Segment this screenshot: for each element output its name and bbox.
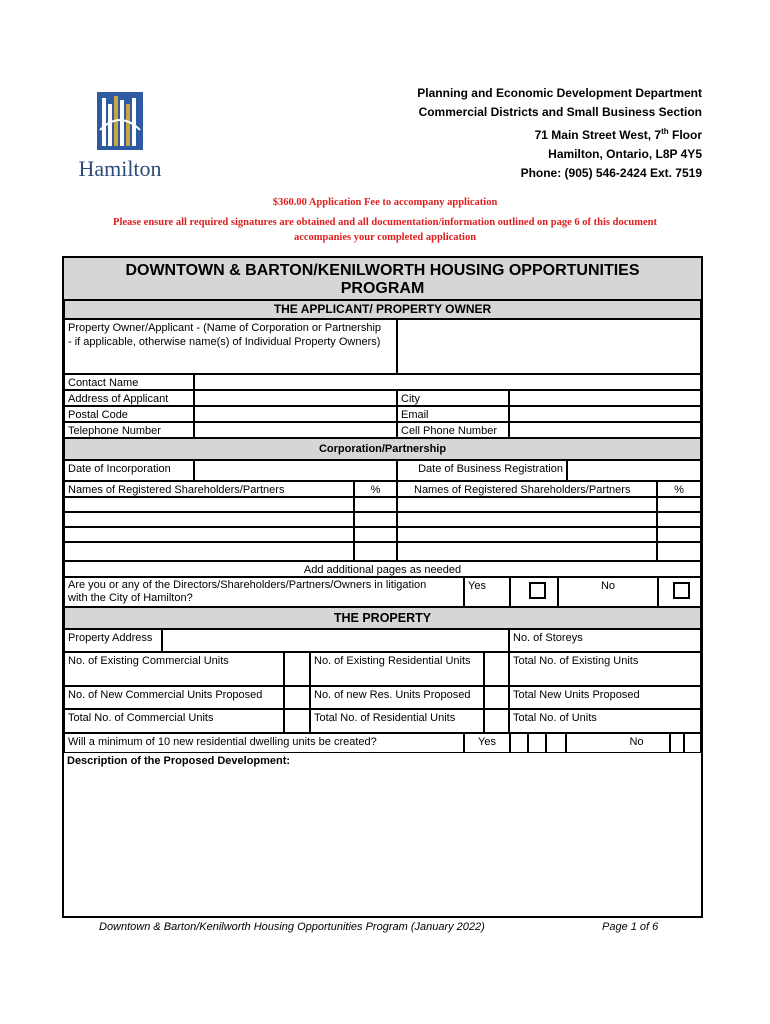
telephone-label: Telephone Number: [64, 422, 194, 438]
percent-input[interactable]: [657, 542, 701, 561]
dept-line: Phone: (905) 546-2424 Ext. 7519: [520, 166, 702, 180]
shareholder-input[interactable]: [397, 527, 657, 542]
min-units-no-checkbox[interactable]: [670, 733, 684, 753]
percent-input[interactable]: [354, 527, 397, 542]
percent-input[interactable]: [354, 497, 397, 512]
shareholder-input[interactable]: [64, 497, 354, 512]
min-units-yes-label: Yes: [464, 733, 510, 753]
date-business-label: Date of Business Registration: [397, 460, 567, 481]
email-input[interactable]: [509, 406, 701, 422]
new-commercial-label: No. of New Commercial Units Proposed: [64, 686, 284, 709]
corporation-section-header: Corporation/Partnership: [64, 438, 701, 460]
application-form: [62, 256, 703, 918]
city-label: City: [397, 390, 509, 406]
contact-name-label: Contact Name: [64, 374, 194, 390]
litigation-no-label: No: [558, 577, 658, 607]
property-address-label: Property Address: [64, 629, 162, 652]
date-business-input[interactable]: [567, 460, 701, 481]
shareholder-input[interactable]: [397, 542, 657, 561]
total-commercial-input[interactable]: [284, 709, 310, 733]
min-units-yes-checkbox[interactable]: [510, 733, 528, 753]
form-title: DOWNTOWN & BARTON/KENILWORTH HOUSING OPPORTUNITIES PROGRAM: [64, 258, 701, 300]
email-label: Email: [397, 406, 509, 422]
percent-input[interactable]: [354, 542, 397, 561]
total-residential-label: Total No. of Residential Units: [310, 709, 484, 733]
cell-phone-label: Cell Phone Number: [397, 422, 509, 438]
department-header: [342, 84, 702, 183]
date-incorporation-label: Date of Incorporation: [64, 460, 194, 481]
shareholder-input[interactable]: [64, 542, 354, 561]
dept-address: 71 Main Street West, 7th Floor: [534, 127, 702, 142]
new-residential-input[interactable]: [484, 686, 509, 709]
cell-phone-input[interactable]: [509, 422, 701, 438]
min-units-cell: [528, 733, 546, 753]
fee-notice: $360.00 Application Fee to accompany application: [272, 197, 498, 208]
postal-code-label: Postal Code: [64, 406, 194, 422]
percent-header-right: %: [657, 481, 701, 497]
description-field[interactable]: Description of the Proposed Development:: [67, 755, 291, 767]
percent-header-left: %: [354, 481, 397, 497]
shareholder-input[interactable]: [64, 527, 354, 542]
litigation-yes-cell: [510, 577, 558, 607]
signature-notice-1: Please ensure all required signatures are obtained and all documentation/information outlined on page 6 of this document: [113, 217, 657, 228]
applicant-section-header: THE APPLICANT/ PROPERTY OWNER: [64, 300, 701, 319]
percent-input[interactable]: [657, 527, 701, 542]
owner-input[interactable]: [397, 319, 701, 374]
shareholder-input[interactable]: [397, 512, 657, 527]
shareholder-input[interactable]: [64, 512, 354, 527]
litigation-no-cell: [658, 577, 701, 607]
litigation-question: Are you or any of the Directors/Shareholders/Partners/Owners in litigation with the City of Hamilton?: [64, 577, 464, 607]
existing-commercial-input[interactable]: [284, 652, 310, 686]
existing-residential-label: No. of Existing Residential Units: [310, 652, 484, 686]
owner-label: Property Owner/Applicant - (Name of Corporation or Partnership - if applicable, otherwise name(s) of Individual Property Owners): [64, 319, 397, 374]
min-units-question: Will a minimum of 10 new residential dwelling units be created?: [64, 733, 464, 753]
percent-input[interactable]: [657, 497, 701, 512]
storeys-field[interactable]: No. of Storeys: [509, 629, 701, 652]
additional-pages-note: Add additional pages as needed: [64, 561, 701, 577]
hamilton-logo-icon: [70, 90, 170, 182]
litigation-no-checkbox[interactable]: [673, 582, 690, 599]
shareholder-input[interactable]: [397, 497, 657, 512]
total-residential-input[interactable]: [484, 709, 509, 733]
existing-residential-input[interactable]: [484, 652, 509, 686]
footer-program: Downtown & Barton/Kenilworth Housing Opportunities Program (January 2022): [99, 921, 485, 933]
total-commercial-label: Total No. of Commercial Units: [64, 709, 284, 733]
dept-line: Planning and Economic Development Department: [417, 86, 702, 100]
hamilton-logo: [70, 90, 170, 182]
new-residential-label: No. of new Res. Units Proposed: [310, 686, 484, 709]
shareholders-header-left: Names of Registered Shareholders/Partners: [64, 481, 354, 497]
min-units-cell: [684, 733, 701, 753]
percent-input[interactable]: [354, 512, 397, 527]
litigation-yes-label: Yes: [464, 577, 510, 607]
percent-input[interactable]: [657, 512, 701, 527]
telephone-input[interactable]: [194, 422, 397, 438]
postal-code-input[interactable]: [194, 406, 397, 422]
signature-notice-2: accompanies your completed application: [293, 232, 477, 243]
date-incorporation-input[interactable]: [194, 460, 397, 481]
total-units-field[interactable]: Total No. of Units: [509, 709, 701, 733]
min-units-no-label: No: [566, 733, 670, 753]
city-input[interactable]: [509, 390, 701, 406]
min-units-cell: [546, 733, 566, 753]
contact-name-input[interactable]: [194, 374, 701, 390]
existing-commercial-label: No. of Existing Commercial Units: [64, 652, 284, 686]
dept-line: Commercial Districts and Small Business Section: [418, 105, 702, 119]
address-input[interactable]: [194, 390, 397, 406]
footer-page: Page 1 of 6: [602, 921, 659, 933]
dept-line: Hamilton, Ontario, L8P 4Y5: [548, 147, 702, 161]
total-new-field[interactable]: Total New Units Proposed: [509, 686, 701, 709]
property-section-header: THE PROPERTY: [64, 607, 701, 629]
total-existing-field[interactable]: Total No. of Existing Units: [509, 652, 701, 686]
new-commercial-input[interactable]: [284, 686, 310, 709]
shareholders-header-right: Names of Registered Shareholders/Partners: [397, 481, 657, 497]
litigation-yes-checkbox[interactable]: [529, 582, 546, 599]
property-address-input[interactable]: [162, 629, 509, 652]
logo-text: Hamilton: [78, 156, 162, 181]
address-label: Address of Applicant: [64, 390, 194, 406]
